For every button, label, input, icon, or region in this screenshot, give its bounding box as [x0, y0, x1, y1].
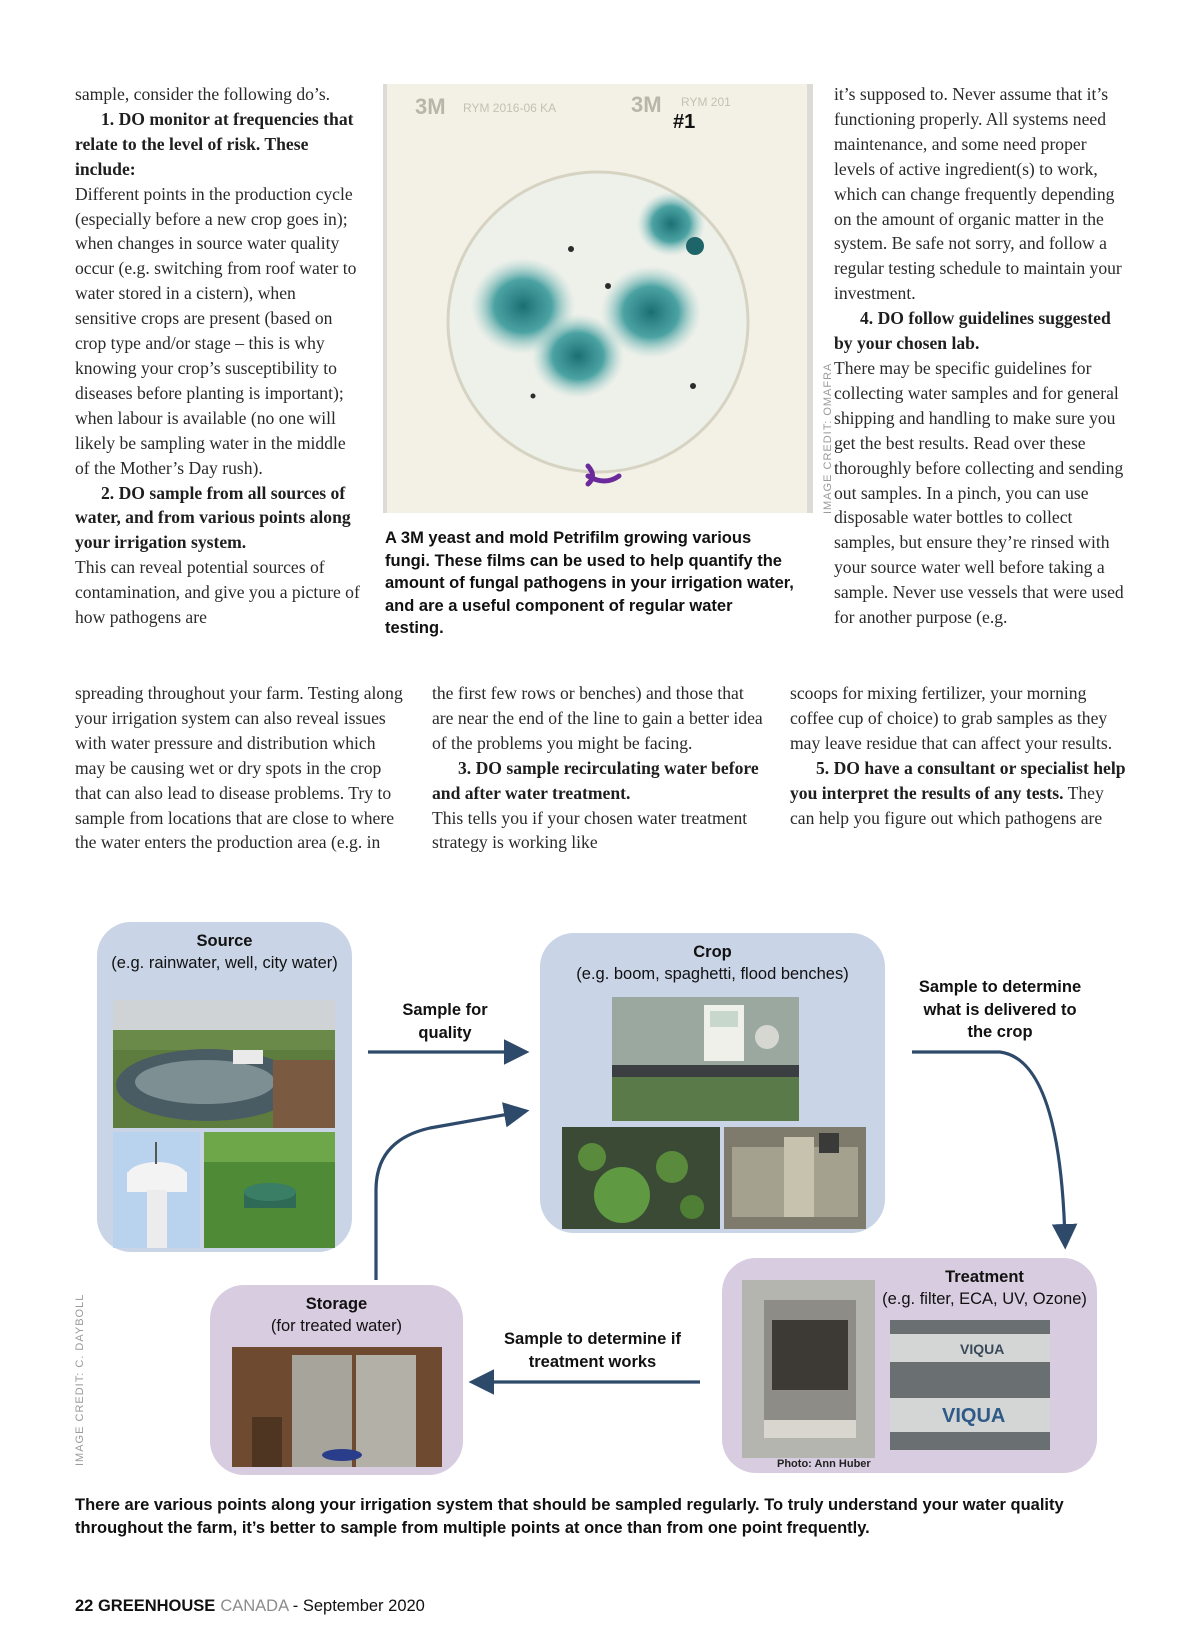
svg-text:RYM 2016-06 KA: RYM 2016-06 KA	[463, 101, 557, 115]
spaghetti-illustration	[562, 1127, 720, 1229]
uv-system-photo	[890, 1320, 1050, 1450]
svg-text:VIQUA: VIQUA	[960, 1341, 1005, 1357]
greenhouse-boom-photo	[612, 997, 799, 1121]
flood-bench-illustration	[724, 1127, 866, 1229]
uv-illustration	[890, 1320, 1050, 1450]
diagram-caption: There are various points along your irrigation system that should be sampled regularly. To truly understand your water quality throughout the farm, it’s better to sample from multiple points at once than from one point frequently.	[75, 1496, 1064, 1537]
source-title: Source (e.g. rainwater, well, city water)	[111, 932, 338, 972]
filter-illustration	[742, 1280, 875, 1458]
column-3-lower	[790, 681, 1130, 830]
water-tower-illustration	[113, 1132, 200, 1248]
heading-do-4: 4. DO follow guidelines suggested by your chosen lab.	[834, 308, 1111, 354]
column-1-lower	[75, 681, 410, 855]
svg-text:3M: 3M	[415, 94, 446, 119]
petrifilm-illustration	[383, 84, 813, 513]
svg-text:VIQUA: VIQUA	[942, 1405, 1006, 1427]
filter-photo	[742, 1280, 875, 1458]
treatment-title: Treatment (e.g. filter, ECA, UV, Ozone)	[882, 1268, 1087, 1308]
intro-text: sample, consider the following do’s.	[75, 84, 331, 104]
column-3-upper	[834, 82, 1126, 630]
svg-text:RYM 201: RYM 201	[681, 95, 731, 109]
heading-do-5: 5. DO have a consultant or specialist help you interpret the results of any tests. They can help you figure out which pathogens are	[790, 757, 1126, 828]
svg-text:3M: 3M	[631, 92, 662, 117]
treatment-photo-credit: Photo: Ann Huber	[777, 1458, 871, 1470]
storage-tanks-photo	[232, 1347, 442, 1467]
flood-bench-photo	[724, 1127, 866, 1229]
heading-do-3: 3. DO sample recirculating water before and after water treatment.	[432, 757, 759, 803]
storage-box	[210, 1285, 463, 1475]
paragraph-do-4-end: scoops for mixing fertilizer, your morning coffee cup of choice) to grab samples as they may leave residue that can affect your results.	[790, 683, 1113, 753]
well-illustration	[204, 1132, 335, 1248]
water-tower-photo	[113, 1132, 200, 1248]
heading-do-1: 1. DO monitor at frequencies that relate to the level of risk. These include:	[75, 108, 354, 179]
diagram-credit: IMAGE CREDIT: C. DAYBOLL	[74, 1293, 86, 1466]
photo-caption: A 3M yeast and mold Petrifilm growing various fungi. These films can be used to help quantify the amount of fungal pathogens in your irrigation water, and are a useful component of regular water testing.	[385, 529, 794, 638]
petrifilm-photo	[383, 84, 813, 513]
tanks-illustration	[232, 1347, 442, 1467]
label-sample-delivered: Sample to determine what is delivered to the crop	[918, 978, 1082, 1042]
well-photo	[204, 1132, 335, 1248]
heading-do-2: 2. DO sample from all sources of water, and from various points along your irrigation system.	[75, 482, 351, 553]
photo-credit: IMAGE CREDIT: OMAFRA	[822, 362, 834, 514]
source-box	[97, 922, 352, 1252]
paragraph-do-2-cont: spreading throughout your farm. Testing along your irrigation system can also reveal issues with water pressure and distribution which may be causing wet or dry spots in the crop that can also lead to disease problems. Try to sample from locations that are close to where the water enters the production area (e.g. in	[75, 683, 403, 853]
paragraph-do-1: Different points in the production cycle (especially before a new crop goes in); when changes in source water quality occur (e.g. switching from roof water to water stored in a cistern), when sensitive crops are present (based on crop type and/or stage – this is why knowing your crop’s susceptibility to diseases before planting is important); when labour is available (no one will likely be sampling water in the middle of the Mother’s Day rush).	[75, 183, 357, 478]
paragraph-do-3-start: This tells you if your chosen water treatment strategy is working like	[432, 807, 748, 853]
paragraph-do-4: There may be specific guidelines for collecting water samples and for general shipping and handling to make sure you get the best results. Read over these thoroughly before collecting and sending out samples. In a pinch, you can use disposable water bottles to collect samples, but ensure they’re rinsed with your source water well before taking a sample. Never use vessels that were used for another purpose (e.g.	[834, 357, 1124, 628]
pond-photo	[113, 1000, 335, 1128]
page-footer	[75, 1597, 425, 1616]
label-sample-quality: Sample for quality	[402, 1001, 488, 1042]
svg-text:#1: #1	[673, 111, 696, 133]
storage-title: Storage (for treated water)	[270, 1295, 403, 1335]
magazine-country: CANADA	[220, 1597, 289, 1615]
column-1-upper	[75, 82, 360, 630]
issue-date: September 2020	[302, 1597, 425, 1615]
treatment-box	[722, 1258, 1097, 1473]
paragraph-do-3-cont: it’s supposed to. Never assume that it’s functioning properly. All systems need maintenance, and some need proper levels of active ingredient(s) to work, which can change frequently depending on the amount of organic matter in the system. Be safe not sorry, and follow a regular testing schedule to maintain your investment.	[834, 84, 1122, 304]
paragraph-do-2-start: This can reveal potential sources of contamination, and give you a picture of how pathogens are	[75, 557, 360, 628]
arrow-storage-to-crop	[376, 1112, 520, 1280]
arrow-crop-to-treatment	[912, 1052, 1065, 1240]
boom-illustration	[612, 997, 799, 1121]
spaghetti-photo	[562, 1127, 720, 1229]
paragraph-do-2-end: the first few rows or benches) and those that are near the end of the line to gain a better idea of the problems you might be facing.	[432, 683, 763, 753]
label-sample-treatment-works: Sample to determine if treatment works	[504, 1330, 681, 1371]
page-number: 22	[75, 1597, 94, 1615]
pond-illustration	[113, 1000, 335, 1128]
footer-separator: -	[288, 1597, 303, 1615]
column-2-lower	[432, 681, 767, 855]
crop-title: Crop (e.g. boom, spaghetti, flood benches)	[576, 943, 849, 983]
crop-box	[540, 933, 885, 1233]
magazine-name: GREENHOUSE	[97, 1597, 216, 1615]
